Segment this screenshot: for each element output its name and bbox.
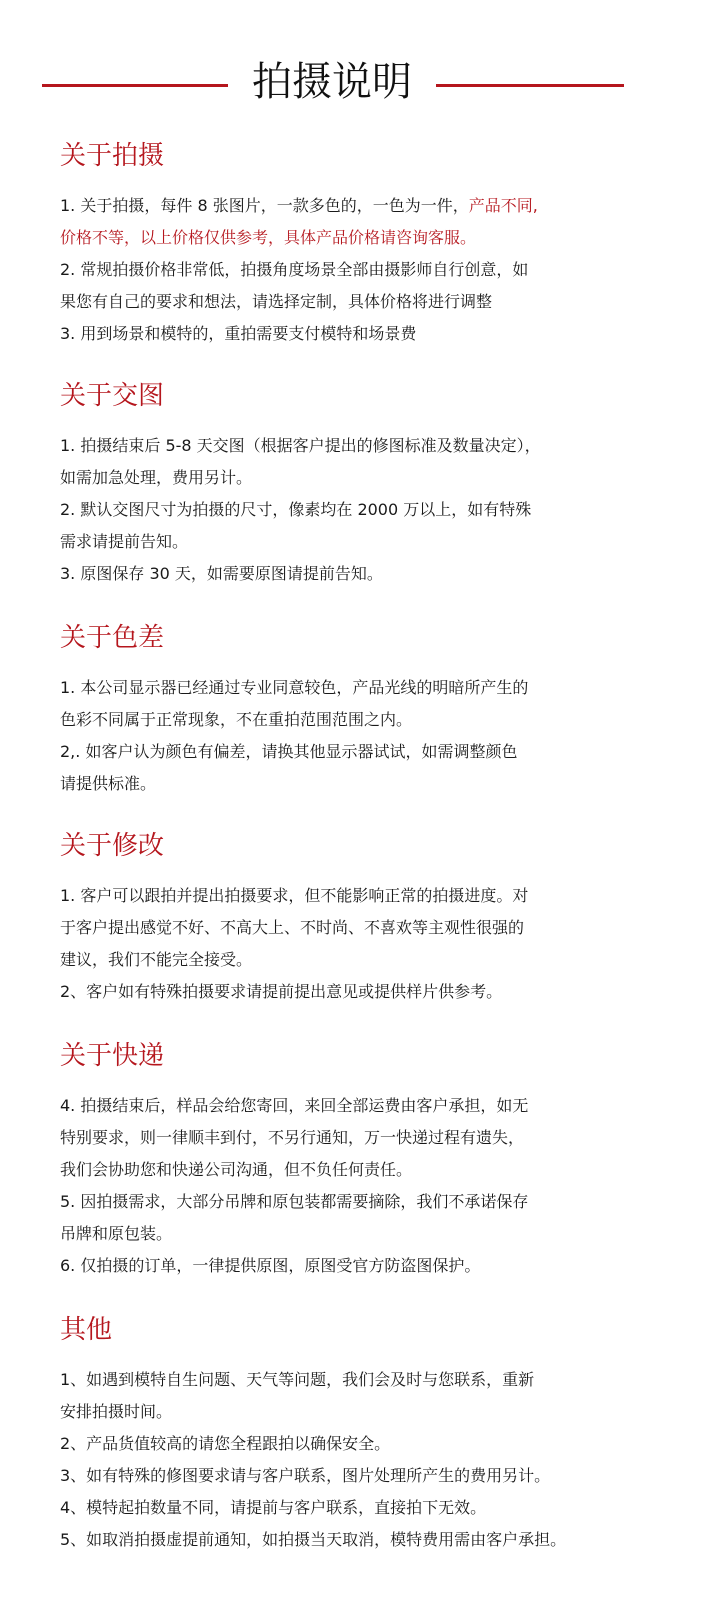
section-title: 关于拍摄 bbox=[60, 141, 165, 171]
list-item: 3、如有特殊的修图要求请与客户联系，图片处理所产生的费用另计。 bbox=[60, 1466, 551, 1485]
section-items bbox=[60, 880, 660, 1008]
header-rule-right bbox=[436, 84, 624, 87]
list-item bbox=[60, 222, 660, 254]
list-item: 需求请提前告知。 bbox=[60, 532, 189, 551]
section-items bbox=[60, 1364, 660, 1556]
page-title: 拍摄说明 bbox=[252, 59, 412, 105]
list-item: 2,. 如客户认为颜色有偏差，请换其他显示器试试，如需调整颜色 bbox=[60, 742, 518, 761]
page-header bbox=[0, 52, 702, 112]
highlight-text: 价格不等，以上价格仅供参考，具体产品价格请咨询客服。 bbox=[60, 228, 477, 247]
header-rule-left bbox=[42, 84, 228, 87]
list-item: 5. 因拍摄需求，大部分吊牌和原包装都需要摘除，我们不承诺保存 bbox=[60, 1192, 529, 1211]
section-shipping bbox=[60, 1036, 660, 1282]
list-item: 安排拍摄时间。 bbox=[60, 1402, 173, 1421]
section-title: 关于色差 bbox=[60, 623, 165, 653]
section-items bbox=[60, 672, 660, 800]
list-item: 2、客户如有特殊拍摄要求请提前提出意见或提供样片供参考。 bbox=[60, 982, 503, 1001]
list-item: 请提供标准。 bbox=[60, 774, 157, 793]
list-item: 6. 仅拍摄的订单，一律提供原图，原图受官方防盗图保护。 bbox=[60, 1256, 481, 1275]
list-item: 5、如取消拍摄虚提前通知，如拍摄当天取消，模特费用需由客户承担。 bbox=[60, 1530, 567, 1549]
list-item: 1. 客户可以跟拍并提出拍摄要求，但不能影响正常的拍摄进度。对 bbox=[60, 886, 529, 905]
list-item: 建议，我们不能完全接受。 bbox=[60, 950, 253, 969]
section-revisions bbox=[60, 826, 660, 1008]
list-item: 色彩不同属于正常现象，不在重拍范围范围之内。 bbox=[60, 710, 413, 729]
list-item: 1、如遇到模特自生问题、天气等问题，我们会及时与您联系，重新 bbox=[60, 1370, 535, 1389]
list-item: 吊牌和原包装。 bbox=[60, 1224, 173, 1243]
list-item: 1. 本公司显示器已经通过专业同意较色，产品光线的明暗所产生的 bbox=[60, 678, 529, 697]
highlight-text: 产品不同, bbox=[468, 196, 538, 215]
list-item: 4. 拍摄结束后，样品会给您寄回，来回全部运费由客户承担，如无 bbox=[60, 1096, 529, 1115]
list-item: 2. 常规拍摄价格非常低，拍摄角度场景全部由摄影师自行创意，如 bbox=[60, 260, 529, 279]
list-item bbox=[60, 190, 660, 222]
section-title: 关于交图 bbox=[60, 381, 165, 411]
list-item: 3. 原图保存 30 天，如需要原图请提前告知。 bbox=[60, 564, 383, 583]
section-title: 其他 bbox=[60, 1315, 113, 1345]
list-item: 我们会协助您和快递公司沟通，但不负任何责任。 bbox=[60, 1160, 413, 1179]
section-items bbox=[60, 190, 660, 350]
section-items bbox=[60, 1090, 660, 1282]
list-item: 果您有自己的要求和想法，请选择定制，具体价格将进行调整 bbox=[60, 292, 493, 311]
section-items bbox=[60, 430, 660, 590]
line-text: 1. 关于拍摄，每件 8 张图片，一款多色的，一色为一件， bbox=[60, 196, 469, 215]
section-shooting bbox=[60, 136, 660, 350]
section-title: 关于修改 bbox=[60, 831, 165, 861]
section-other bbox=[60, 1310, 660, 1556]
section-delivery bbox=[60, 376, 660, 590]
list-item: 3. 用到场景和模特的，重拍需要支付模特和场景费 bbox=[60, 324, 417, 343]
list-item: 1. 拍摄结束后 5-8 天交图（根据客户提出的修图标准及数量决定）， bbox=[60, 436, 541, 455]
section-color-difference bbox=[60, 618, 660, 800]
list-item: 2. 默认交图尺寸为拍摄的尺寸，像素均在 2000 万以上，如有特殊 bbox=[60, 500, 532, 519]
list-item: 4、模特起拍数量不同，请提前与客户联系，直接拍下无效。 bbox=[60, 1498, 487, 1517]
section-title: 关于快递 bbox=[60, 1041, 165, 1071]
list-item: 2、产品货值较高的请您全程跟拍以确保安全。 bbox=[60, 1434, 391, 1453]
list-item: 于客户提出感觉不好、不高大上、不时尚、不喜欢等主观性很强的 bbox=[60, 918, 525, 937]
list-item: 如需加急处理，费用另计。 bbox=[60, 468, 253, 487]
list-item: 特别要求，则一律顺丰到付，不另行通知，万一快递过程有遗失， bbox=[60, 1128, 525, 1147]
